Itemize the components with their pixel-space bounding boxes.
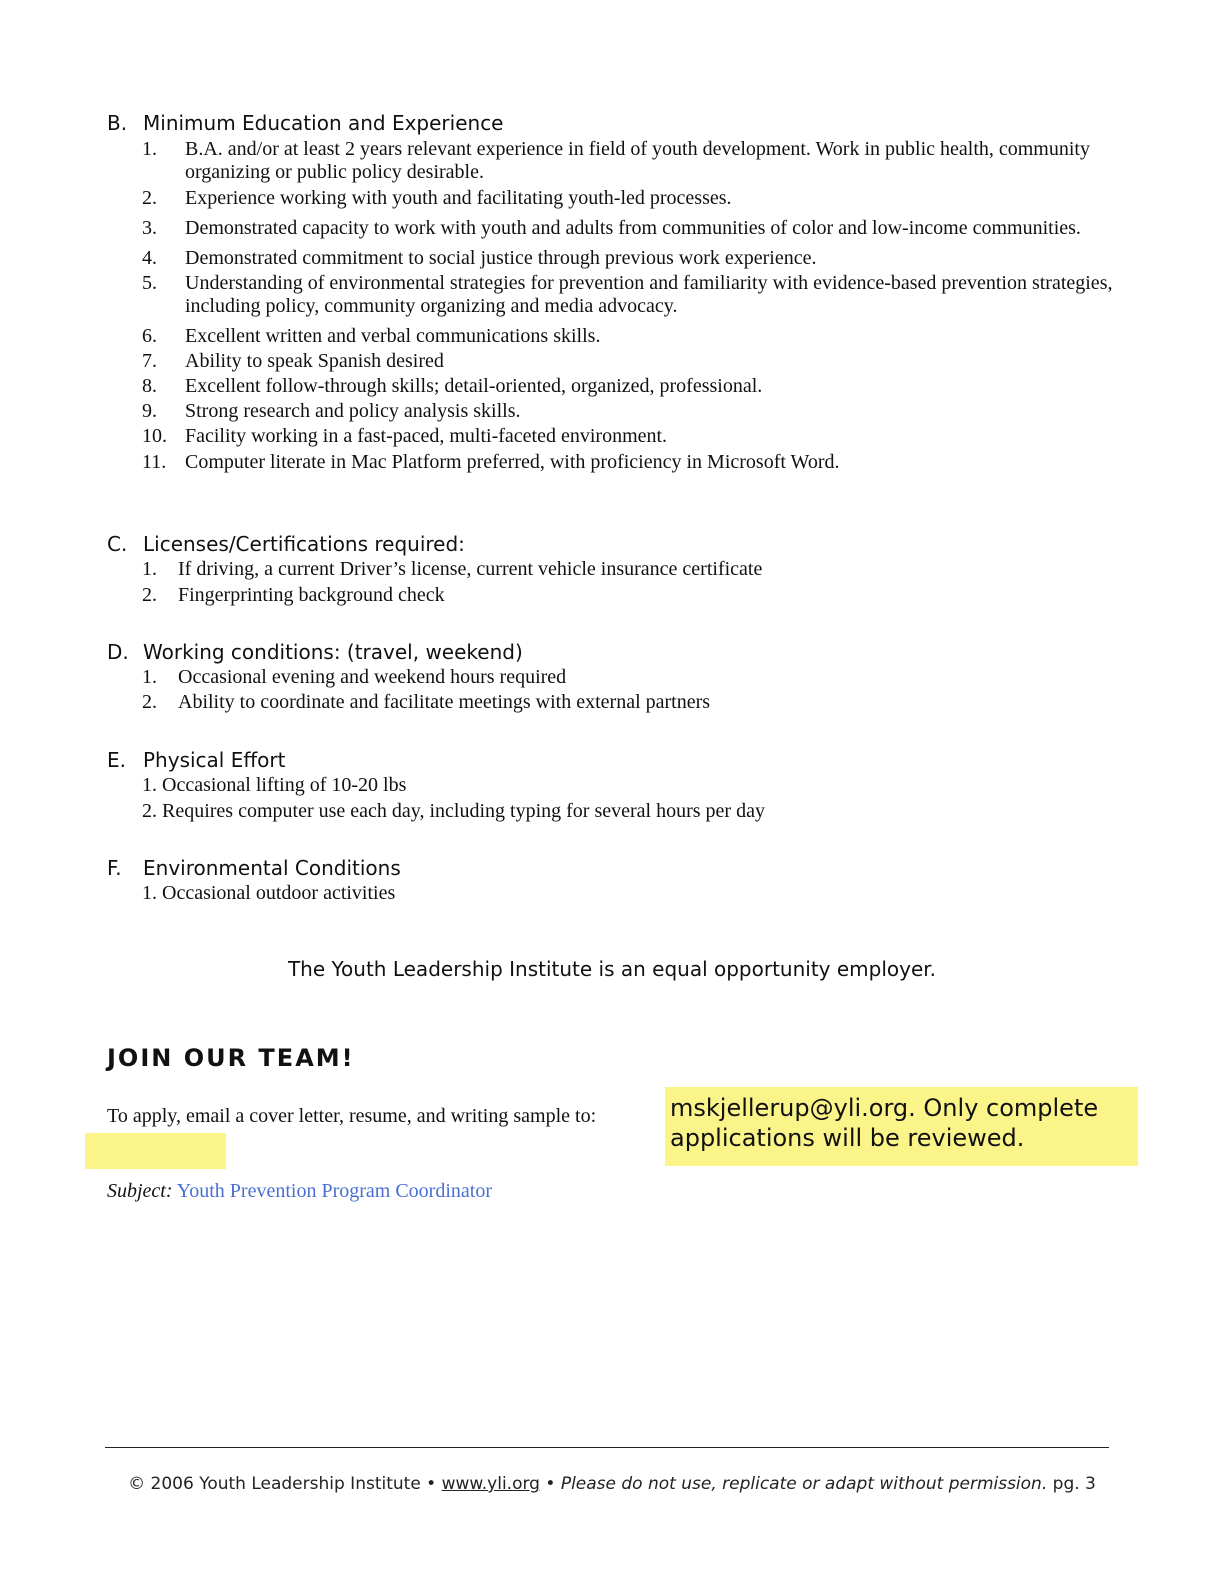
list-item — [142, 451, 1117, 474]
item-text: Facility working in a fast-paced, multi-faceted environment. — [185, 425, 668, 447]
section-heading — [107, 639, 1117, 665]
subject-label: Subject: — [107, 1180, 173, 1202]
section-title: Working conditions: (travel, weekend) — [143, 640, 523, 664]
list-item — [142, 187, 1117, 210]
equal-opportunity-statement: The Youth Leadership Institute is an equal opportunity employer. — [287, 957, 937, 981]
list-item — [142, 217, 1117, 240]
page-number: pg. 3 — [1052, 1474, 1096, 1494]
requirements-list — [107, 774, 1117, 823]
item-text: B.A. and/or at least 2 years relevant experience in field of youth development. Work in public health, community organizing or public policy desirable. — [185, 138, 1090, 183]
list-item — [142, 375, 1117, 398]
email-contact[interactable]: mskjellerup@yli.org. Only complete applications will be reviewed. — [670, 1094, 1099, 1152]
section-letter: D. — [107, 640, 129, 664]
footer-divider — [105, 1447, 1109, 1448]
item-number: 5. — [142, 272, 157, 294]
item-number: 4. — [142, 247, 157, 269]
section-title: Environmental Conditions — [143, 856, 401, 880]
item-number: 1. — [142, 666, 157, 688]
email-subject — [107, 1180, 492, 1203]
item-text: Occasional evening and weekend hours required — [178, 666, 567, 688]
list-item — [142, 666, 1117, 689]
item-text: Ability to speak Spanish desired — [185, 350, 444, 372]
item-text: Excellent written and verbal communications skills. — [185, 325, 601, 347]
list-item — [142, 138, 1117, 184]
join-heading: JOIN OUR TEAM! — [107, 1044, 355, 1072]
item-number: 11. — [142, 451, 167, 473]
section-letter: B. — [107, 111, 128, 135]
item-text: Fingerprinting background check — [178, 584, 445, 606]
footer-website-link[interactable]: www.yli.org — [441, 1474, 540, 1494]
item-text: Computer literate in Mac Platform preferred, with proficiency in Microsoft Word. — [185, 451, 840, 473]
item-text: Demonstrated commitment to social justice through previous work experience. — [185, 247, 817, 269]
item-number: 1. — [142, 138, 157, 160]
item-number: 7. — [142, 350, 157, 372]
item-number: 9. — [142, 400, 157, 422]
requirements-list — [107, 666, 1117, 714]
list-item — [142, 882, 1117, 905]
item-text: Demonstrated capacity to work with youth and adults from communities of color and low-income communities. — [185, 217, 1081, 239]
list-item — [142, 350, 1117, 373]
section-letter: F. — [107, 856, 122, 880]
item-text: 1. Occasional lifting of 10-20 lbs — [142, 774, 407, 796]
list-item — [142, 691, 1117, 714]
section-licenses — [107, 531, 1117, 607]
item-text: Strong research and policy analysis skills. — [185, 400, 521, 422]
list-item — [142, 325, 1117, 348]
section-heading — [107, 855, 1117, 881]
item-number: 8. — [142, 375, 157, 397]
footer-copyright: © 2006 Youth Leadership Institute • — [128, 1474, 437, 1494]
requirements-list — [107, 882, 1117, 905]
item-text: Experience working with youth and facilitating youth-led processes. — [185, 187, 732, 209]
list-item — [142, 800, 1117, 823]
subject-value: Youth Prevention Program Coordinator — [176, 1180, 492, 1202]
section-physical-effort — [107, 747, 1117, 823]
item-number: 2. — [142, 187, 157, 209]
footer-notice: • Please do not use, replicate or adapt without permission. — [545, 1474, 1048, 1494]
item-number: 3. — [142, 217, 157, 239]
item-number: 2. — [142, 584, 157, 606]
section-minimum-education — [107, 110, 1117, 474]
item-text: Ability to coordinate and facilitate meetings with external partners — [178, 691, 711, 713]
apply-instructions: To apply, email a cover letter, resume, and writing sample to: — [107, 1105, 597, 1127]
item-text: 2. Requires computer use each day, including typing for several hours per day — [142, 800, 765, 822]
list-item — [142, 774, 1117, 797]
item-number: 1. — [142, 558, 157, 580]
section-letter: C. — [107, 532, 128, 556]
section-title: Minimum Education and Experience — [143, 111, 504, 135]
list-item — [142, 272, 1117, 318]
page-footer — [0, 1474, 1224, 1494]
item-number: 10. — [142, 425, 167, 447]
list-item — [142, 584, 1117, 607]
highlight-mark — [85, 1133, 226, 1169]
item-text: Understanding of environmental strategies for prevention and familiarity with evidence-based prevention strategies, including policy, community organizing and media advocacy. — [185, 272, 1113, 317]
item-number: 6. — [142, 325, 157, 347]
section-heading — [107, 110, 1117, 136]
section-working-conditions — [107, 639, 1117, 714]
item-text: Excellent follow-through skills; detail-oriented, organized, professional. — [185, 375, 763, 397]
item-number: 2. — [142, 691, 157, 713]
requirements-list — [107, 558, 1117, 607]
section-title: Licenses/Certifications required: — [143, 532, 465, 556]
section-heading — [107, 747, 1117, 773]
section-title: Physical Effort — [143, 748, 286, 772]
section-letter: E. — [107, 748, 126, 772]
item-text: If driving, a current Driver’s license, current vehicle insurance certificate — [178, 558, 763, 580]
item-text: 1. Occasional outdoor activities — [142, 882, 396, 904]
section-environmental-conditions — [107, 855, 1117, 905]
requirements-list — [107, 138, 1117, 474]
list-item — [142, 425, 1117, 448]
list-item — [142, 558, 1117, 581]
section-heading — [107, 531, 1117, 557]
list-item — [142, 400, 1117, 423]
list-item — [142, 247, 1117, 270]
